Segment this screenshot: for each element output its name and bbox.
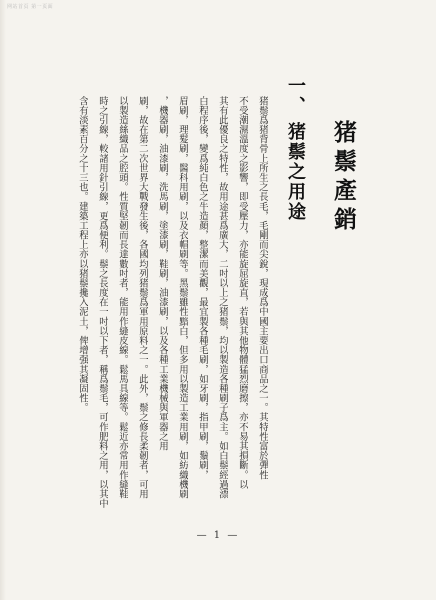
body-column: ，機器刷，油漆刷，洗馬刷，塗漆刷，鞋刷，油漆刷，以及各種工業機械與軍器之用 [157, 96, 168, 451]
body-column: 不受潮濕溫度之影響，即受壓力，亦能旋屈旋直，若與其他物體猛烈磨擦，亦不易其損斷。以 [237, 96, 248, 490]
section-heading [280, 76, 308, 252]
body-column: 刷，故在第二次世界大戰發生後，各國均列猪鬃爲軍用原料之一。此外，鬃之修長柔韌者，可用 [137, 96, 148, 499]
section-number: 一、 [285, 76, 306, 116]
body-column: 含有淡素百分之十三也。建築工程上亦以猪鬃攙入泥土，俾增强其凝固性。 [77, 96, 88, 413]
body-column: 白程序後，變爲純白色之牛造顏，整潔而美觀，最宜製各種毛刷，如牙刷，指甲刷，鬚刷， [197, 96, 208, 480]
page-title: 猪鬃產銷 [330, 120, 357, 236]
page-number: — 1 — [196, 530, 240, 541]
body-column: 眉刷，理髮刷，醫科用刷，以及衣帽刷等。黑鬃雖性黯白，但多用以製造工業用刷，如紡織機刷 [177, 96, 188, 499]
watermark-text: 网站首页 第一页面 [7, 4, 54, 10]
body-column: 以製造絲織品之腔頭。性質堅韌而長達數吋者，能用作縫皮線。鬆馬具線等。鬆近亦常用作縫鞋 [117, 96, 128, 499]
body-column: 其有此優良之特性，故用途甚爲廣大，二吋以上之猪鬃，均以製造各種刷子爲主。如白鬃經過漂 [217, 96, 228, 499]
body-column: 時之引線，較諸用針引線，更爲便利。鬃之長度在一吋以下者，稱爲鬃毛，可作肥料之用，以其中 [97, 96, 108, 508]
scan-edge-shadow [0, 0, 6, 600]
section-heading-text: 猪鬃之用途 [285, 122, 306, 222]
body-column: 猪鬃爲猪背骨上所生之長毛，毛剛而尖銳，現成爲中國主要出口商品之一。其特性富於彈性 [257, 96, 268, 480]
